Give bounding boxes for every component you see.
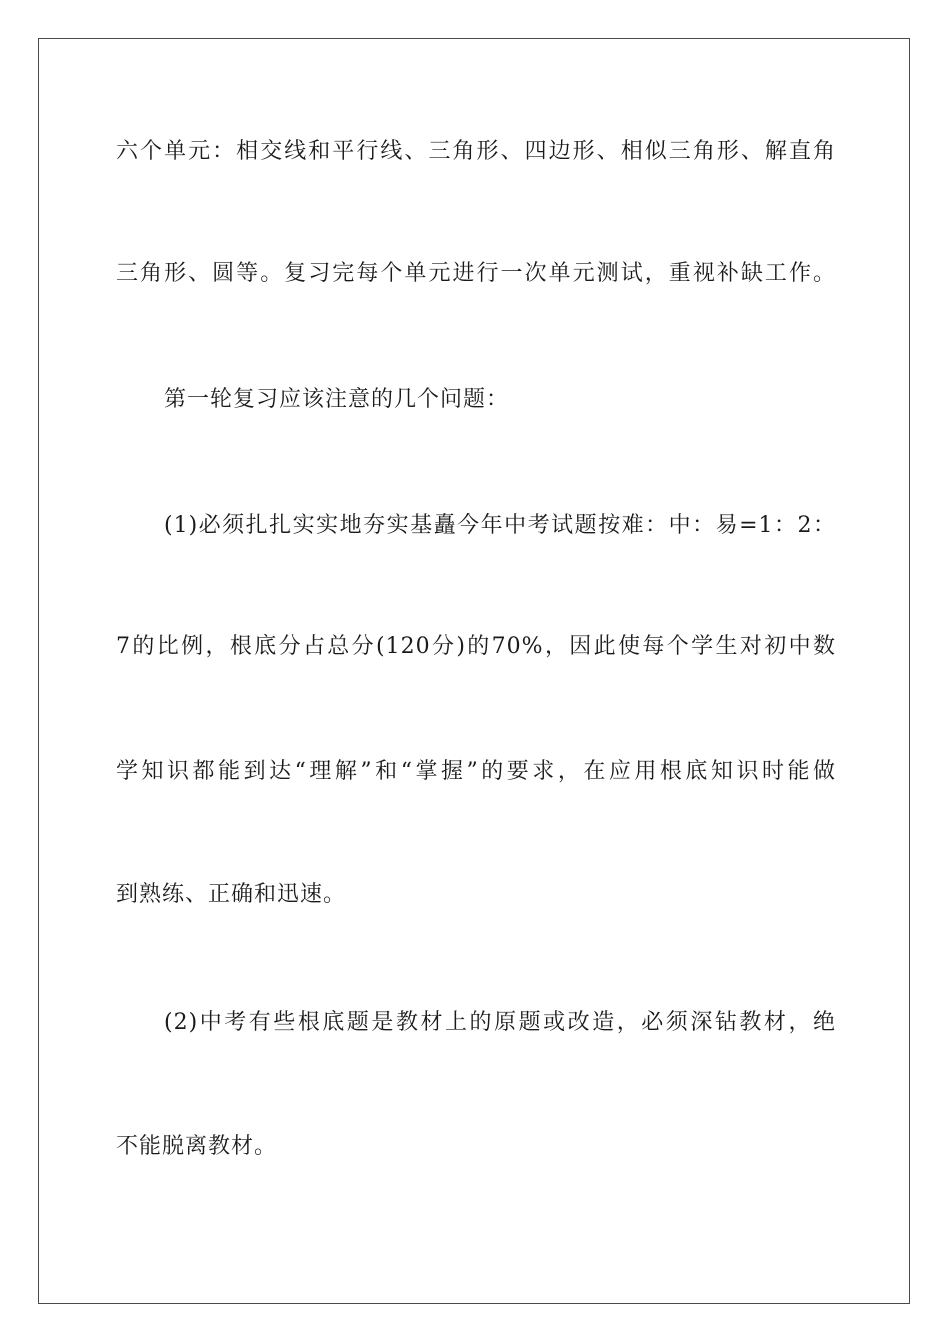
body-text-line-1: 六个单元：相交线和平行线、三角形、四边形、相似三角形、解直角 [116, 139, 836, 164]
point-1-line-1: (1)必须扎扎实实地夯实基矗今年中考试题按难：中：易=1：2： [164, 513, 836, 538]
section-heading: 第一轮复习应该注意的几个问题： [164, 387, 510, 412]
point-2-line-2: 不能脱离教材。 [116, 1134, 278, 1159]
body-text-line-2: 三角形、圆等。复习完每个单元进行一次单元测试，重视补缺工作。 [116, 261, 836, 286]
point-2-line-1: (2)中考有些根底题是教材上的原题或改造，必须深钻教材，绝 [164, 1010, 836, 1035]
point-1-line-2: 7的比例，根底分占总分(120分)的70%，因此使每个学生对初中数 [116, 634, 836, 659]
point-1-line-4: 到熟练、正确和迅速。 [116, 882, 347, 907]
page-border [38, 38, 910, 1304]
point-1-line-3: 学知识都能到达“理解”和“掌握”的要求，在应用根底知识时能做 [116, 759, 836, 784]
